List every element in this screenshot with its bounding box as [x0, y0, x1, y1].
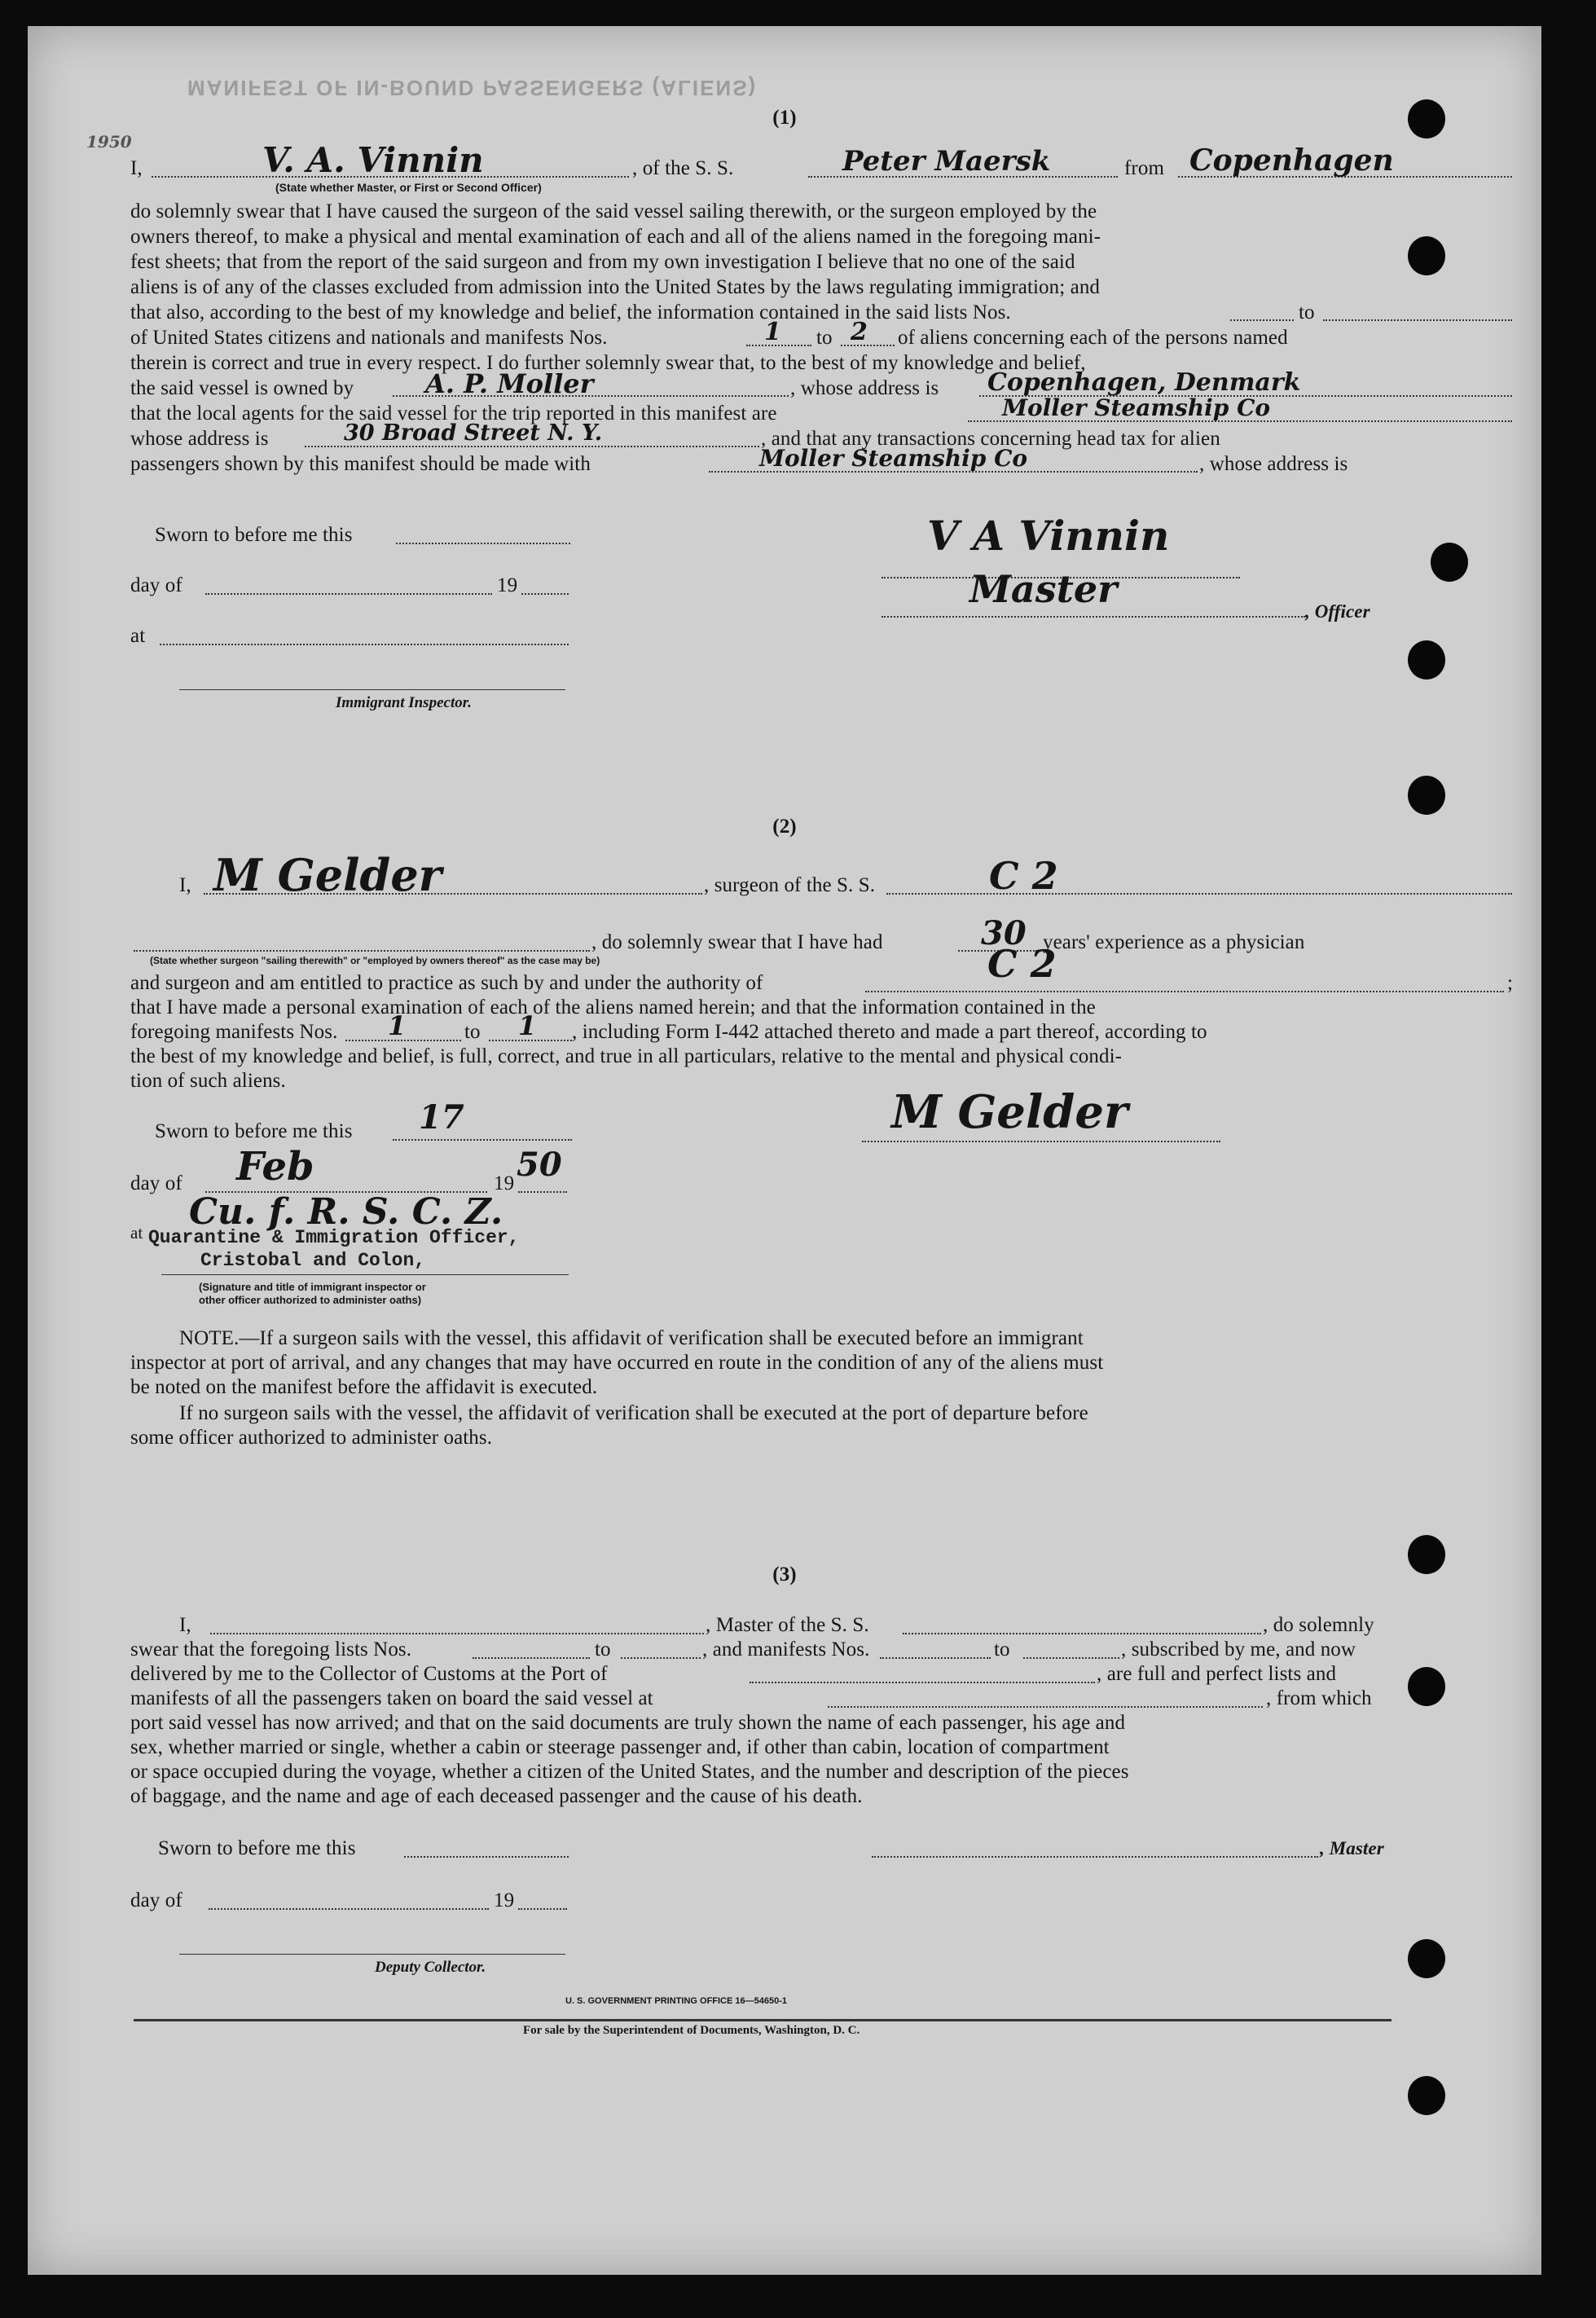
- years-handwriting: 30: [981, 914, 1027, 952]
- s3-manifests: , and manifests Nos.: [702, 1638, 870, 1660]
- s1-body-line-10: whose address is: [130, 428, 269, 450]
- s1-of-ss-label: , of the S. S.: [632, 157, 734, 179]
- s3-master-sig-line: [872, 1856, 1318, 1858]
- note-line-5: some officer authorized to administer oaths.: [130, 1427, 493, 1449]
- gpo-imprint: U. S. GOVERNMENT PRINTING OFFICE 16—54650-1: [565, 1996, 788, 2006]
- s3-body-line-2: sex, whether married or single, whether a cabin or steerage passenger and, if other than cabin, location of compartment: [130, 1736, 1110, 1758]
- master-name-handwriting: V. A. Vinnin: [262, 140, 484, 180]
- s3-nineteen: 19: [494, 1889, 515, 1911]
- s2-day-of: day of: [130, 1172, 182, 1194]
- s2-semicolon: ;: [1507, 972, 1514, 994]
- s3-man-to-line: [1023, 1657, 1119, 1659]
- s2-body-line-4: the best of my knowledge and belief, is full, correct, and true in all particulars, relative to the mental and physical condi-: [130, 1045, 1123, 1067]
- surgeon-signature: M Gelder: [891, 1085, 1128, 1139]
- s3-to-1: to: [595, 1638, 611, 1660]
- punch-hole: [1408, 640, 1445, 680]
- s3-port-line: [750, 1682, 1095, 1683]
- officer-line: [882, 616, 1305, 618]
- inspector-caption: Immigrant Inspector.: [336, 694, 472, 711]
- note-line-1: NOTE.—If a surgeon sails with the vessel, this affidavit of verification shall be executed before an immigrant: [179, 1327, 1084, 1349]
- s3-subscribed: , subscribed by me, and now: [1121, 1638, 1356, 1660]
- lists-to-line: [1323, 319, 1512, 321]
- s2-month-handwriting: Feb: [236, 1144, 314, 1190]
- deputy-caption: Deputy Collector.: [375, 1959, 486, 1976]
- punch-hole: [1408, 236, 1445, 275]
- s3-master-name-line: [210, 1633, 704, 1634]
- s1-whose-address: , whose address is: [790, 377, 939, 399]
- s1-body-line-8: the said vessel is owned by: [130, 377, 354, 399]
- s3-sworn: Sworn to before me this: [158, 1837, 356, 1859]
- manifests-to-line: [841, 345, 895, 346]
- s3-body-line-3: or space occupied during the voyage, whether a citizen of the United States, and the number and description of the pieces: [130, 1761, 1129, 1783]
- section-1-number: (1): [772, 107, 797, 129]
- s3-do-solemnly: , do solemnly: [1263, 1614, 1374, 1636]
- s3-master-label: , Master: [1320, 1838, 1384, 1858]
- margin-year-handwriting: 1950: [86, 132, 132, 152]
- s2-at: at: [130, 1223, 143, 1243]
- footer-rule: [134, 2019, 1392, 2021]
- surgeon-capacity-line: [134, 950, 590, 952]
- agents-address-line: [305, 446, 759, 447]
- owner-address-handwriting: Copenhagen, Denmark: [987, 368, 1301, 397]
- s3-master-of-ss: , Master of the S. S.: [706, 1614, 869, 1636]
- s2-i-label: I,: [179, 874, 191, 896]
- s2-ship-line: [886, 893, 1512, 895]
- s2-caption: (State whether surgeon "sailing therewith" or "employed by owners thereof" as the case may be): [150, 955, 600, 966]
- s3-from-which: , from which: [1266, 1687, 1372, 1709]
- official-signature-handwriting: Cu. f. R. S. C. Z.: [189, 1191, 503, 1233]
- note-line-2: inspector at port of arrival, and any changes that may have occurred en route in the condition of any of the aliens must: [130, 1352, 1104, 1374]
- s3-body-line-4: of baggage, and the name and age of each deceased passenger and the cause of his death.: [130, 1785, 863, 1807]
- s2-day-handwriting: 17: [419, 1098, 464, 1137]
- s3-day-line: [209, 1908, 489, 1910]
- owner-handwriting: A. P. Moller: [425, 368, 594, 399]
- ship-name-handwriting: Peter Maersk: [842, 145, 1051, 178]
- s2-sworn-line: [393, 1139, 572, 1141]
- s3-swear-lists: swear that the foregoing lists Nos.: [130, 1638, 412, 1660]
- s3-year-line: [518, 1908, 567, 1910]
- s3-to-2: to: [994, 1638, 1010, 1660]
- officer-caption: (State whether Master, or First or Second Officer): [275, 181, 542, 194]
- surgeon-signature-line: [862, 1141, 1220, 1142]
- s2-sig-caption-1: (Signature and title of immigrant inspector or: [199, 1281, 426, 1293]
- s3-lists-from-line: [473, 1657, 590, 1659]
- s1-to-word-2: to: [816, 327, 833, 349]
- s1-nineteen: 19: [497, 574, 518, 596]
- s2-body-line-1: and surgeon and am entitled to practice as such by and under the authority of: [130, 972, 763, 994]
- s1-day-line: [205, 593, 492, 595]
- s1-from-label: from: [1124, 157, 1164, 179]
- s3-manifests-of: manifests of all the passengers taken on board the said vessel at: [130, 1687, 653, 1709]
- s2-sworn: Sworn to before me this: [155, 1120, 353, 1142]
- officer-label: , Officer: [1305, 601, 1370, 622]
- s1-body-line-7: therein is correct and true in every respect. I do further solemnly swear that, to the best of my knowledge and belief,: [130, 352, 1086, 374]
- stamp-line-1: Quarantine & Immigration Officer,: [148, 1227, 520, 1248]
- s2-sig-caption-2: other officer authorized to administer oaths): [199, 1294, 422, 1306]
- s1-body-line-4: aliens is of any of the classes excluded from admission into the United States by the laws regulating immigration; and: [130, 276, 1101, 298]
- s1-at-line: [160, 644, 569, 645]
- s3-sworn-line: [404, 1856, 569, 1858]
- s1-body-line-11: passengers shown by this manifest should be made with: [130, 453, 591, 475]
- s2-including: , including Form I-442 attached thereto and made a part thereof, according to: [572, 1021, 1207, 1043]
- punch-hole: [1408, 776, 1445, 815]
- inspector-signature-rule: [179, 689, 565, 690]
- port-handwriting: Copenhagen: [1189, 143, 1394, 178]
- s1-at: at: [130, 625, 146, 647]
- surgeon-name-handwriting: M Gelder: [213, 849, 442, 901]
- s2-swear: , do solemnly swear that I have had: [591, 931, 883, 953]
- s1-day-of: day of: [130, 574, 182, 596]
- s3-i-label: I,: [179, 1614, 191, 1636]
- section-2-number: (2): [772, 816, 797, 838]
- s2-man-from-handwriting: 1: [388, 1010, 407, 1041]
- stamp-rule: [161, 1274, 569, 1275]
- punch-hole: [1408, 99, 1445, 139]
- note-line-3: be noted on the manifest before the affidavit is executed.: [130, 1376, 598, 1398]
- s3-man-from-line: [880, 1657, 991, 1659]
- s1-whose-address-2: , whose address is: [1199, 453, 1348, 475]
- s3-full-perfect: , are full and perfect lists and: [1097, 1663, 1337, 1685]
- s2-surgeon-of: , surgeon of the S. S.: [704, 874, 876, 896]
- s1-body-line-6: of United States citizens and nationals and manifests Nos.: [130, 327, 608, 349]
- lists-from-line: [1230, 319, 1294, 321]
- s2-ship-handwriting: C 2: [989, 854, 1058, 898]
- stamp-line-2: Cristobal and Colon,: [200, 1250, 426, 1271]
- punch-hole: [1408, 1535, 1445, 1574]
- s3-vessel-at-line: [828, 1706, 1263, 1708]
- s1-sworn: Sworn to before me this: [155, 524, 353, 546]
- s2-body-line-2: that I have made a personal examination of each of the aliens named herein; and that the information contained in the: [130, 996, 1096, 1018]
- section-3-number: (3): [772, 1564, 797, 1586]
- authority-handwriting: C 2: [987, 942, 1057, 986]
- deputy-signature-rule: [179, 1954, 565, 1955]
- s3-delivered: delivered by me to the Collector of Customs at the Port of: [130, 1663, 608, 1685]
- punch-hole: [1431, 543, 1468, 582]
- manifest-to-handwriting: 2: [851, 318, 868, 346]
- s1-body-line-1: do solemnly swear that I have caused the surgeon of the said vessel sailing therewith, or the surgeon employed by the: [130, 200, 1097, 222]
- s1-body-line-2: owners thereof, to make a physical and mental examination of each and all of the aliens named in the foregoing mani-: [130, 226, 1101, 248]
- s1-i-label: I,: [130, 157, 143, 179]
- s2-nineteen: 19: [494, 1172, 515, 1194]
- manifest-page: [28, 26, 1541, 2275]
- s1-to-word: to: [1299, 301, 1315, 323]
- s2-year-line: [518, 1191, 567, 1193]
- s1-body-line-3: fest sheets; that from the report of the said surgeon and from my own investigation I believe that no one of the said: [130, 251, 1075, 273]
- s1-of-aliens: of aliens concerning each of the persons named: [898, 327, 1288, 349]
- agents-handwriting: Moller Steamship Co: [1002, 394, 1271, 421]
- punch-hole: [1408, 2076, 1445, 2115]
- agents-address-handwriting: 30 Broad Street N. Y.: [344, 420, 603, 446]
- s2-body-line-3: foregoing manifests Nos.: [130, 1021, 338, 1043]
- master-title-handwriting: Master: [969, 567, 1118, 611]
- s2-years: years' experience as a physician: [1043, 931, 1305, 953]
- s3-lists-to-line: [621, 1657, 701, 1659]
- s2-year-handwriting: 50: [517, 1146, 562, 1184]
- s2-man-to-handwriting: 1: [518, 1010, 537, 1041]
- s3-day-of: day of: [130, 1889, 182, 1911]
- s3-body-line-1: port said vessel has now arrived; and that on the said documents are truly shown the name of each passenger, his age and: [130, 1712, 1126, 1734]
- sale-notice: For sale by the Superintendent of Documents, Washington, D. C.: [523, 2024, 860, 2037]
- head-tax-handwriting: Moller Steamship Co: [759, 445, 1028, 472]
- note-line-4: If no surgeon sails with the vessel, the affidavit of verification shall be executed at the port of departure before: [179, 1402, 1088, 1424]
- punch-hole: [1408, 1939, 1445, 1978]
- s2-to-word: to: [464, 1021, 481, 1043]
- s2-body-line-5: tion of such aliens.: [130, 1070, 286, 1092]
- authority-line: [865, 991, 1504, 992]
- s1-head-tax: , and that any transactions concerning head tax for alien: [761, 428, 1220, 450]
- s1-body-line-9: that the local agents for the said vessel for the trip reported in this manifest are: [130, 402, 777, 424]
- bleed-through-text: MANIFEST OF IN-BOUND PASSENGERS (ALIENS): [187, 76, 758, 100]
- s3-ship-line: [903, 1633, 1261, 1634]
- manifest-from-handwriting: 1: [764, 318, 781, 346]
- punch-hole: [1408, 1667, 1445, 1706]
- s1-year-line: [521, 593, 569, 595]
- s1-body-line-5: that also, according to the best of my knowledge and belief, the information contained in the said lists Nos.: [130, 301, 1011, 323]
- master-signature: V A Vinnin: [927, 512, 1170, 560]
- s1-sworn-line: [396, 543, 570, 544]
